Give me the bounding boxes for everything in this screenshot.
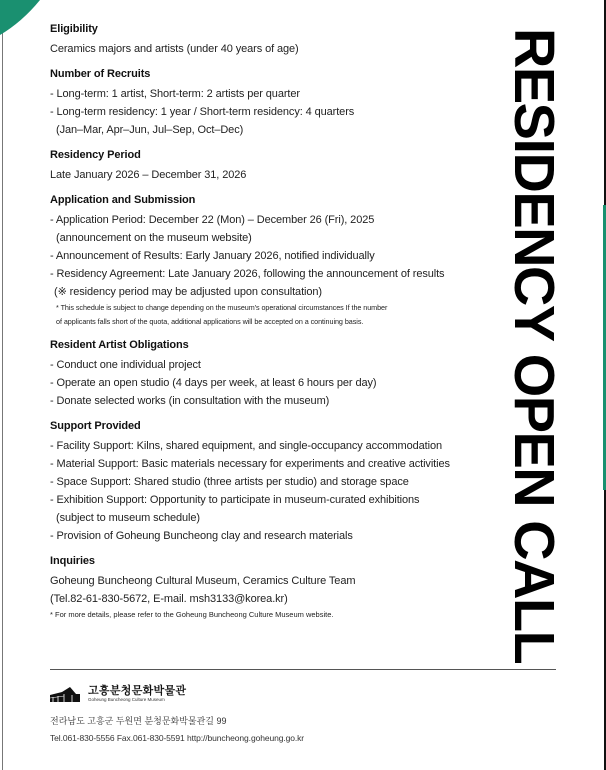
section-heading: Number of Recruits [50, 68, 151, 80]
section-line: - Operate an open studio (4 days per week, at least 6 hours per day) [50, 377, 377, 389]
section-heading: Support Provided [50, 420, 141, 432]
museum-address: 전라남도 고흥군 두원면 분청문화박물관길 99 [50, 716, 227, 726]
section-line: - Space Support: Shared studio (three artists per studio) and storage space [50, 476, 409, 488]
section-eligibility [50, 22, 490, 58]
section-line: Goheung Buncheong Cultural Museum, Ceramics Culture Team [50, 575, 356, 587]
page-left-border [2, 28, 3, 770]
museum-building-icon [50, 686, 80, 702]
section-line: - Residency Agreement: Late January 2026, following the announcement of results [50, 268, 445, 280]
section-obligations [50, 338, 490, 410]
section-heading: Resident Artist Obligations [50, 339, 189, 351]
section-support [50, 419, 490, 545]
section-inquiries [50, 554, 490, 622]
museum-logo [50, 685, 304, 703]
section-line: - Facility Support: Kilns, shared equipment, and single-occupancy accommodation [50, 440, 442, 452]
section-line: (Jan–Mar, Apr–Jun, Jul–Sep, Oct–Dec) [56, 124, 244, 136]
section-heading: Residency Period [50, 149, 141, 161]
section-number-of-recruits [50, 67, 490, 139]
section-application [50, 193, 490, 329]
footnote: of applicants falls short of the quota, additional applications will be accepted on a continuing basis. [56, 317, 364, 326]
section-residency-period [50, 148, 490, 184]
corner-accent-shape [0, 0, 40, 36]
section-line: - Application Period: December 22 (Mon) – December 26 (Fri), 2025 [50, 214, 375, 226]
section-line: - Material Support: Basic materials necessary for experiments and creative activities [50, 458, 450, 470]
footnote: * This schedule is subject to change depending on the museum's operational circumstances If the number [56, 303, 388, 312]
section-line: - Donate selected works (in consultation with the museum) [50, 395, 330, 407]
section-line: - Long-term residency: 1 year / Short-term residency: 4 quarters [50, 106, 355, 118]
section-line: (subject to museum schedule) [56, 512, 200, 524]
museum-name-korean: 고흥분청문화박물관 [88, 685, 187, 697]
announcement-body [50, 22, 490, 631]
section-heading: Application and Submission [50, 194, 196, 206]
vertical-title [500, 28, 570, 664]
museum-name-english: Goheung Buncheong Culture Museum [88, 697, 165, 702]
section-line: - Announcement of Results: Early January 2026, notified individually [50, 250, 375, 262]
section-heading: Inquiries [50, 555, 95, 567]
section-line: - Provision of Goheung Buncheong clay and research materials [50, 530, 353, 542]
museum-contact: Tel.061-830-5556 Fax.061-830-5591 http://buncheong.goheung.go.kr [50, 733, 304, 743]
section-line: (announcement on the museum website) [56, 232, 252, 244]
footer [50, 685, 304, 747]
footnote: * For more details, please refer to the Goheung Buncheong Culture Museum website. [50, 610, 334, 619]
section-line: Late January 2026 – December 31, 2026 [50, 169, 247, 181]
section-line: - Exhibition Support: Opportunity to participate in museum-curated exhibitions [50, 494, 420, 506]
section-line: - Long-term: 1 artist, Short-term: 2 artists per quarter [50, 88, 300, 100]
section-line: - Conduct one individual project [50, 359, 201, 371]
section-line: (※ residency period may be adjusted upon consultation) [54, 286, 322, 298]
section-line: Ceramics majors and artists (under 40 years of age) [50, 43, 299, 55]
section-line: (Tel.82-61-830-5672, E-mail. msh3133@korea.kr) [50, 593, 288, 605]
section-heading: Eligibility [50, 23, 98, 35]
vertical-title-text: RESIDENCY OPEN CALL [502, 28, 566, 664]
footer-divider [50, 669, 556, 670]
